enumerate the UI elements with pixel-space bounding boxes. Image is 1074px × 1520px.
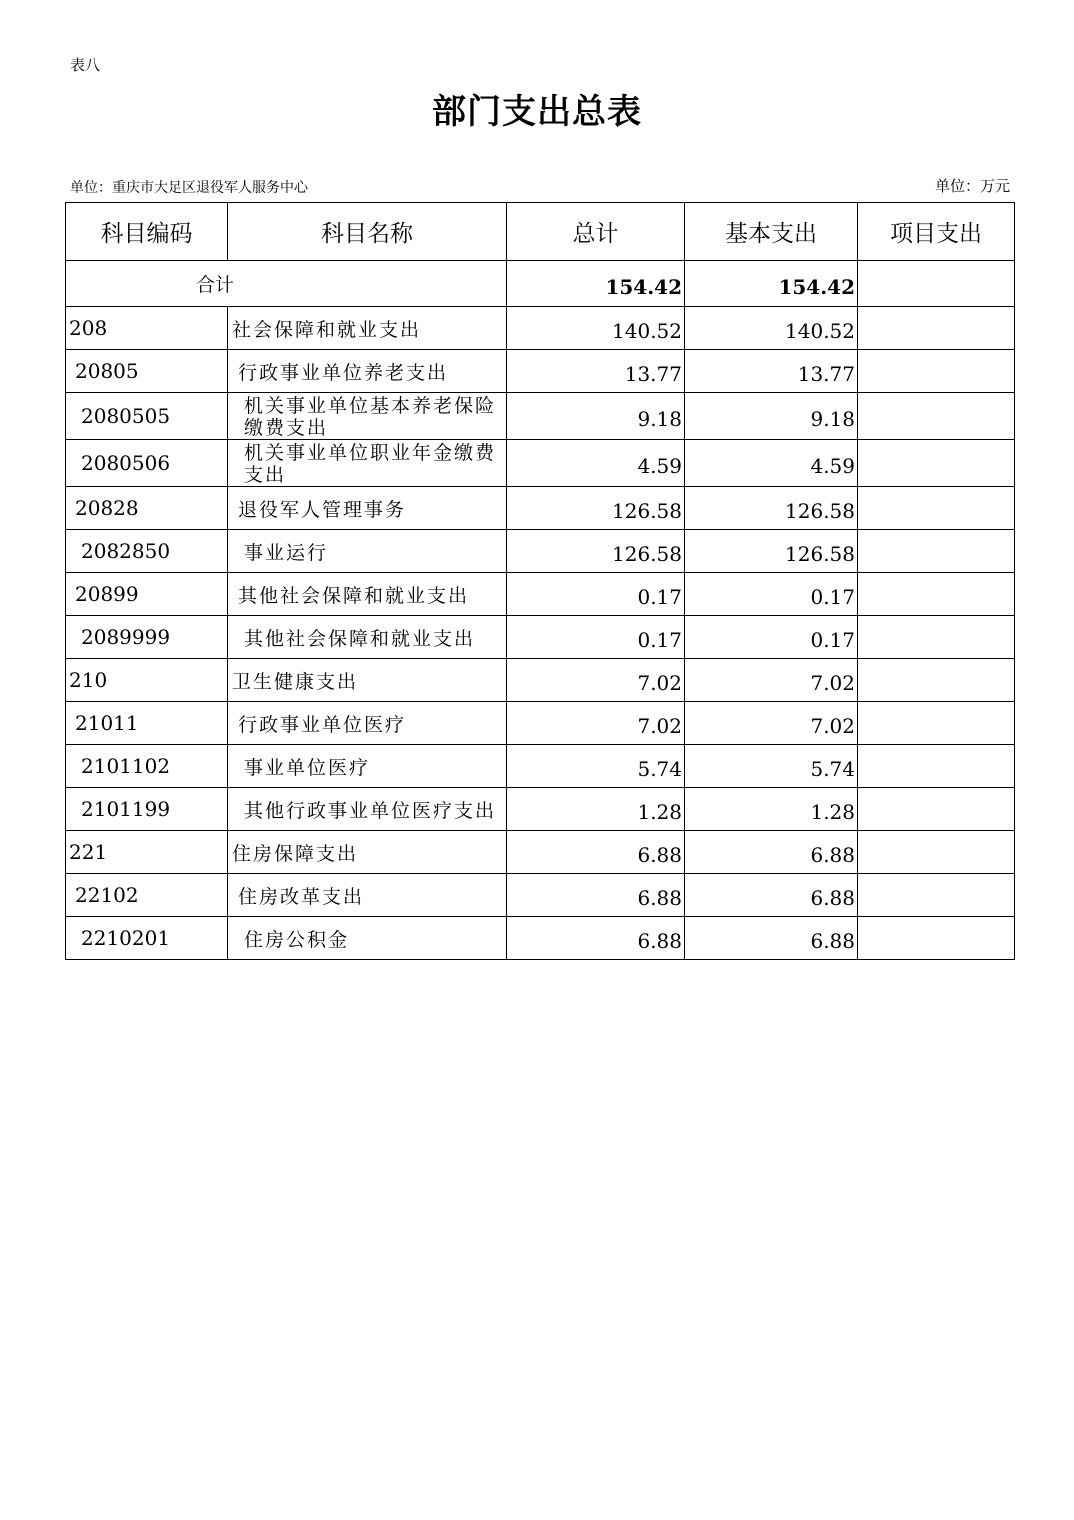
subject-code: 2101102 bbox=[66, 745, 228, 788]
subject-code: 21011 bbox=[66, 702, 228, 745]
subject-name: 卫生健康支出 bbox=[228, 659, 507, 702]
header-total: 总计 bbox=[507, 203, 685, 261]
row-project bbox=[858, 440, 1015, 487]
row-basic: 6.88 bbox=[685, 917, 858, 960]
subject-name: 社会保障和就业支出 bbox=[228, 307, 507, 350]
row-basic: 6.88 bbox=[685, 831, 858, 874]
row-total: 6.88 bbox=[507, 917, 685, 960]
subject-code: 2210201 bbox=[66, 917, 228, 960]
row-project bbox=[858, 788, 1015, 831]
row-project bbox=[858, 702, 1015, 745]
row-basic: 140.52 bbox=[685, 307, 858, 350]
row-basic: 126.58 bbox=[685, 530, 858, 573]
total-amount: 154.42 bbox=[507, 261, 685, 307]
row-basic: 9.18 bbox=[685, 393, 858, 440]
organization-unit-label: 单位：重庆市大足区退役军人服务中心 bbox=[70, 180, 308, 196]
row-project bbox=[858, 659, 1015, 702]
table-row bbox=[66, 917, 1015, 960]
subject-code: 2080506 bbox=[66, 440, 228, 487]
row-project bbox=[858, 831, 1015, 874]
subject-name: 住房改革支出 bbox=[228, 874, 507, 917]
expenditure-table bbox=[65, 202, 1015, 960]
subject-name: 机关事业单位职业年金缴费支出 bbox=[228, 440, 507, 487]
row-project bbox=[858, 745, 1015, 788]
subject-name: 住房保障支出 bbox=[228, 831, 507, 874]
table-row bbox=[66, 745, 1015, 788]
table-row bbox=[66, 788, 1015, 831]
row-project bbox=[858, 530, 1015, 573]
subject-name: 其他行政事业单位医疗支出 bbox=[228, 788, 507, 831]
row-total: 6.88 bbox=[507, 874, 685, 917]
subject-code: 20828 bbox=[66, 487, 228, 530]
header-row bbox=[66, 203, 1015, 261]
table-row bbox=[66, 440, 1015, 487]
row-basic: 13.77 bbox=[685, 350, 858, 393]
table-row bbox=[66, 573, 1015, 616]
header-basic-expenditure: 基本支出 bbox=[685, 203, 858, 261]
row-total: 6.88 bbox=[507, 831, 685, 874]
subject-code: 22102 bbox=[66, 874, 228, 917]
table-row bbox=[66, 659, 1015, 702]
total-label: 合计 bbox=[66, 261, 507, 307]
table-row bbox=[66, 874, 1015, 917]
table-row bbox=[66, 350, 1015, 393]
table-row bbox=[66, 393, 1015, 440]
row-project bbox=[858, 616, 1015, 659]
row-project bbox=[858, 350, 1015, 393]
subject-name: 其他社会保障和就业支出 bbox=[228, 573, 507, 616]
table-row bbox=[66, 307, 1015, 350]
row-total: 7.02 bbox=[507, 659, 685, 702]
row-total: 5.74 bbox=[507, 745, 685, 788]
row-project bbox=[858, 393, 1015, 440]
row-basic: 6.88 bbox=[685, 874, 858, 917]
row-project bbox=[858, 307, 1015, 350]
row-total: 0.17 bbox=[507, 573, 685, 616]
total-project-amount bbox=[858, 261, 1015, 307]
table-body bbox=[66, 261, 1015, 960]
table-row bbox=[66, 487, 1015, 530]
row-project bbox=[858, 917, 1015, 960]
row-total: 4.59 bbox=[507, 440, 685, 487]
subject-name: 行政事业单位医疗 bbox=[228, 702, 507, 745]
table-row bbox=[66, 530, 1015, 573]
row-total: 126.58 bbox=[507, 530, 685, 573]
total-row bbox=[66, 261, 1015, 307]
subject-code: 210 bbox=[66, 659, 228, 702]
subject-name: 退役军人管理事务 bbox=[228, 487, 507, 530]
row-basic: 0.17 bbox=[685, 616, 858, 659]
table-header bbox=[66, 203, 1015, 261]
subject-code: 20899 bbox=[66, 573, 228, 616]
header-subject-name: 科目名称 bbox=[228, 203, 507, 261]
header-project-expenditure: 项目支出 bbox=[858, 203, 1015, 261]
subject-code: 2101199 bbox=[66, 788, 228, 831]
subject-name: 事业单位医疗 bbox=[228, 745, 507, 788]
row-total: 126.58 bbox=[507, 487, 685, 530]
table-row bbox=[66, 831, 1015, 874]
subject-name: 行政事业单位养老支出 bbox=[228, 350, 507, 393]
row-project bbox=[858, 487, 1015, 530]
subject-code: 2082850 bbox=[66, 530, 228, 573]
total-basic-amount: 154.42 bbox=[685, 261, 858, 307]
table-number-label: 表八 bbox=[70, 56, 101, 74]
subject-code: 20805 bbox=[66, 350, 228, 393]
row-basic: 4.59 bbox=[685, 440, 858, 487]
row-total: 9.18 bbox=[507, 393, 685, 440]
subject-code: 208 bbox=[66, 307, 228, 350]
subject-name: 其他社会保障和就业支出 bbox=[228, 616, 507, 659]
row-basic: 7.02 bbox=[685, 659, 858, 702]
header-subject-code: 科目编码 bbox=[66, 203, 228, 261]
row-basic: 1.28 bbox=[685, 788, 858, 831]
row-total: 0.17 bbox=[507, 616, 685, 659]
row-project bbox=[858, 874, 1015, 917]
subject-name: 住房公积金 bbox=[228, 917, 507, 960]
currency-unit-label: 单位：万元 bbox=[934, 177, 1010, 195]
row-basic: 7.02 bbox=[685, 702, 858, 745]
table-row bbox=[66, 702, 1015, 745]
page-title: 部门支出总表 bbox=[432, 92, 642, 132]
subject-name: 机关事业单位基本养老保险缴费支出 bbox=[228, 393, 507, 440]
row-basic: 5.74 bbox=[685, 745, 858, 788]
row-total: 140.52 bbox=[507, 307, 685, 350]
row-total: 13.77 bbox=[507, 350, 685, 393]
subject-code: 2089999 bbox=[66, 616, 228, 659]
subject-code: 221 bbox=[66, 831, 228, 874]
row-total: 7.02 bbox=[507, 702, 685, 745]
row-total: 1.28 bbox=[507, 788, 685, 831]
table-row bbox=[66, 616, 1015, 659]
row-project bbox=[858, 573, 1015, 616]
subject-code: 2080505 bbox=[66, 393, 228, 440]
subject-name: 事业运行 bbox=[228, 530, 507, 573]
row-basic: 0.17 bbox=[685, 573, 858, 616]
row-basic: 126.58 bbox=[685, 487, 858, 530]
